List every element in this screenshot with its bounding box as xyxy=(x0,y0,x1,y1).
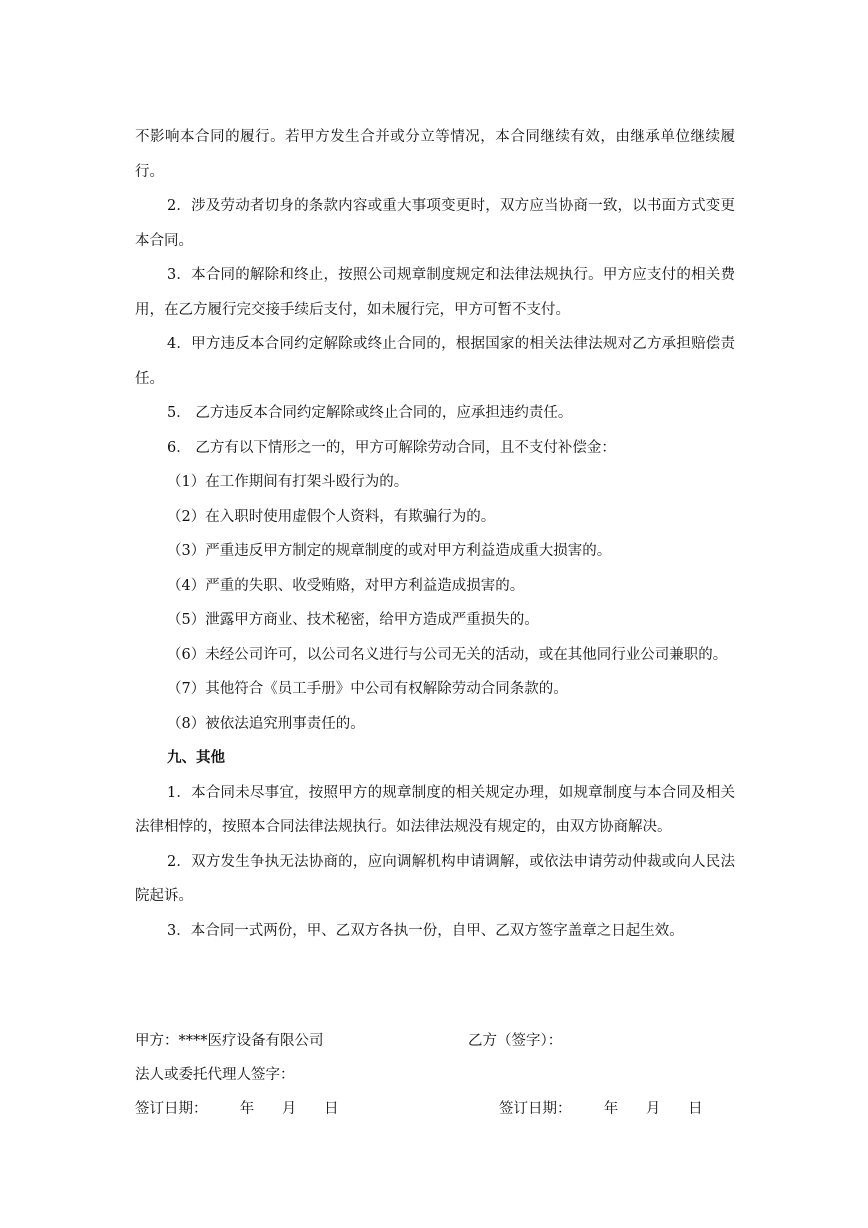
party-a-label: 甲方：****医疗设备有限公司 xyxy=(135,1033,324,1049)
list-item-5: （5）泄露甲方商业、技术秘密，给甲方造成严重损失的。 xyxy=(167,612,539,628)
section-heading: 九、其他 xyxy=(167,749,225,766)
list-item-8: （8）被依法追究刑事责任的。 xyxy=(167,715,365,732)
clause-4: 4．甲方违反本合同约定解除或终止合同的，根据国家的相关法律法规对乙方承担赔偿责任。 xyxy=(135,336,735,387)
other-clause-1: 1．本合同未尽事宜，按照甲方的规章制度的相关规定办理，如规章制度与本合同及相关法律相悖的，按照本合同法律法规执行。如法律法规没有规定的，由双方协商解决。 xyxy=(135,784,735,835)
paragraph-continuation: 不影响本合同的履行。若甲方发生合并或分立等情况，本合同继续有效，由继承单位继续履行。 xyxy=(135,129,735,180)
representative-signature-label: 法人或委托代理人签字： xyxy=(135,1067,295,1083)
clause-2: 2．涉及劳动者切身的条款内容或重大事项变更时，双方应当协商一致，以书面方式变更本合同。 xyxy=(135,198,735,249)
signing-date-a: 签订日期： 年 月 日 xyxy=(135,1101,339,1117)
clause-5: 5． 乙方违反本合同约定解除或终止合同的，应承担违约责任。 xyxy=(167,405,573,421)
clause-6: 6． 乙方有以下情形之一的，甲方可解除劳动合同，且不支付补偿金： xyxy=(167,439,616,456)
signing-date-b: 签订日期： 年 月 日 xyxy=(499,1101,703,1117)
contract-body xyxy=(135,120,735,948)
list-item-4: （4）严重的失职、收受贿赂，对甲方利益造成损害的。 xyxy=(167,577,525,594)
clause-3: 3．本合同的解除和终止，按照公司规章制度规定和法律法规执行。甲方应支付的相关费用，在乙方履行完交接手续后支付，如未履行完，甲方可暂不支付。 xyxy=(135,267,735,318)
list-item-3: （3）严重违反甲方制定的规章制度的或对甲方利益造成重大损害的。 xyxy=(167,543,612,559)
list-item-1: （1）在工作期间有打架斗殴行为的。 xyxy=(167,474,409,490)
other-clause-3: 3．本合同一式两份，甲、乙双方各执一份，自甲、乙双方签字盖章之日起生效。 xyxy=(167,922,684,939)
list-item-7: （7）其他符合《员工手册》中公司有权解除劳动合同条款的。 xyxy=(167,681,568,697)
other-clause-2: 2．双方发生争执无法协商的，应向调解机构申请调解，或依法申请劳动仲裁或向人民法院起诉。 xyxy=(135,853,735,904)
list-item-2: （2）在入职时使用虚假个人资料，有欺骗行为的。 xyxy=(167,508,496,525)
party-b-label: 乙方（签字）： xyxy=(468,1033,563,1049)
list-item-6: （6）未经公司许可，以公司名义进行与公司无关的活动，或在其他同行业公司兼职的。 xyxy=(167,646,728,663)
